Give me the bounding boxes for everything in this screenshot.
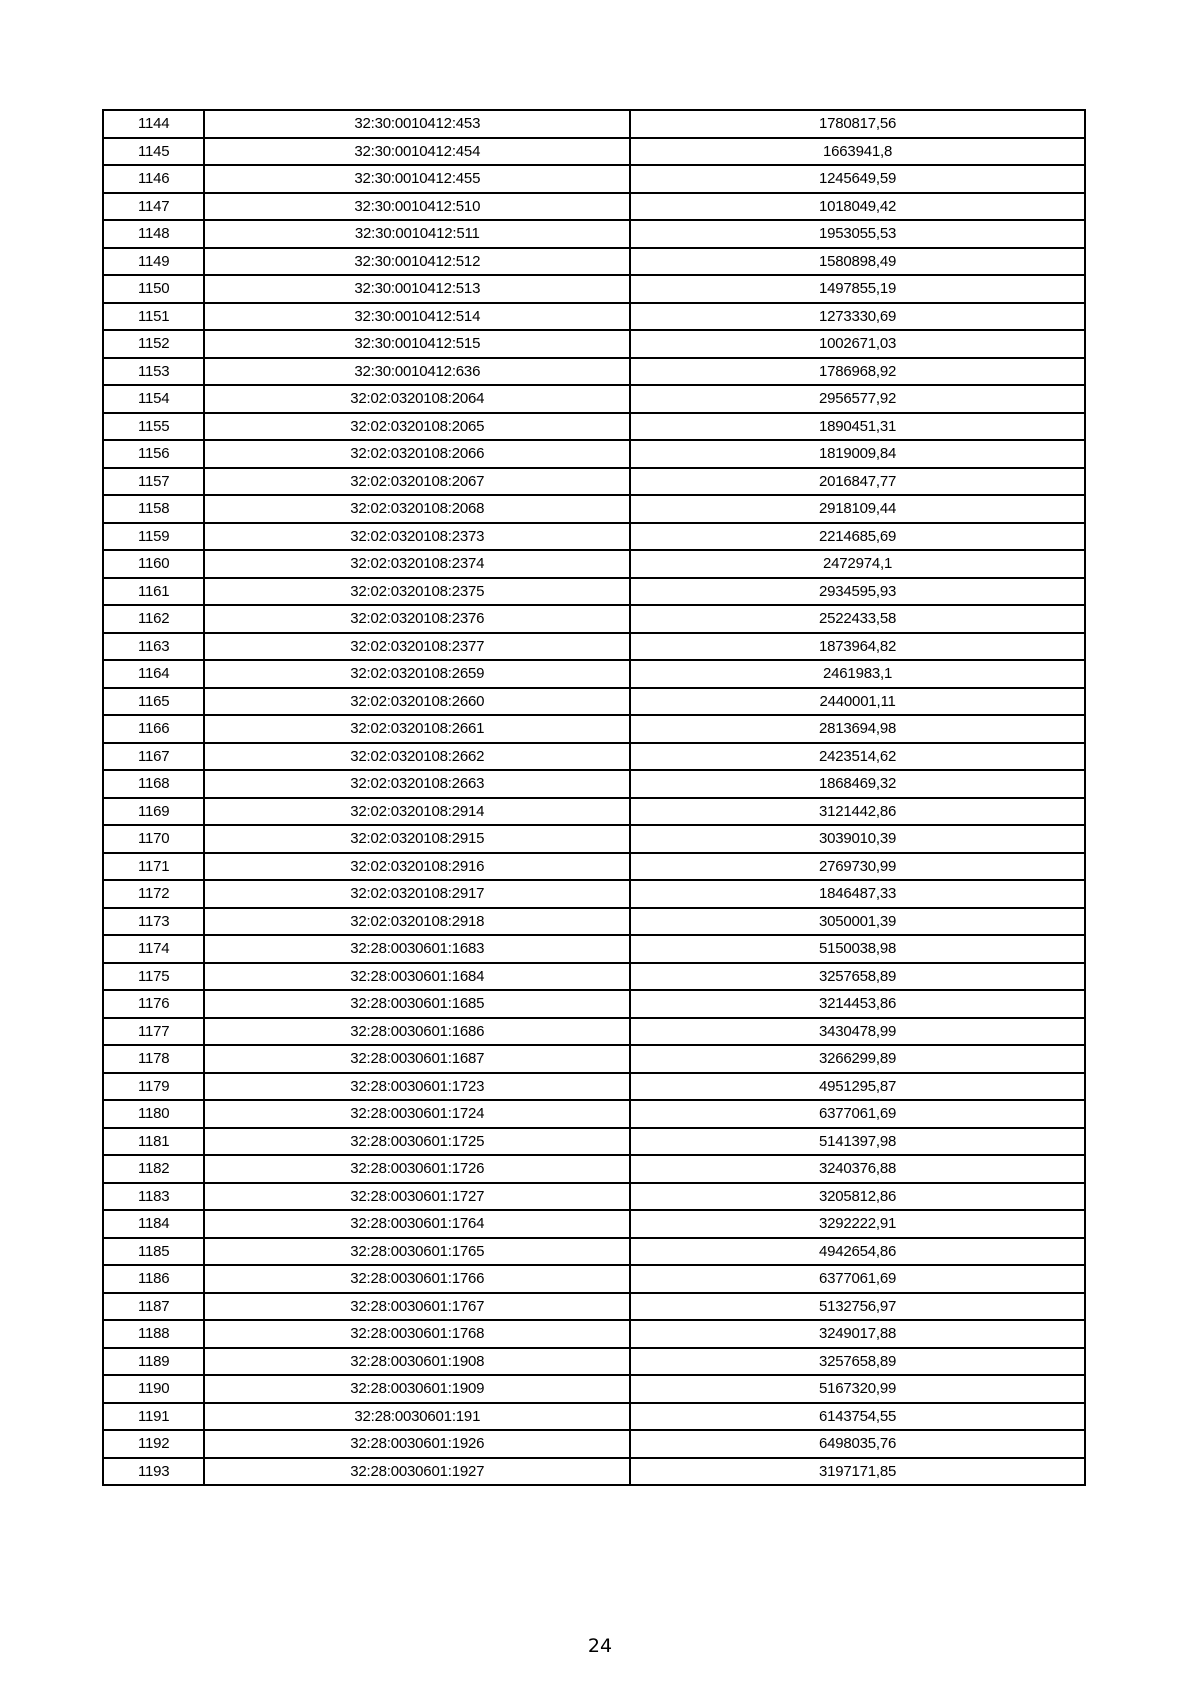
data-table xyxy=(102,109,1086,1486)
cadastral-number-cell: 32:28:0030601:1768 xyxy=(204,1320,630,1348)
table-row xyxy=(103,1183,1085,1211)
table-row xyxy=(103,1320,1085,1348)
table-row xyxy=(103,1155,1085,1183)
row-number-cell: 1167 xyxy=(103,743,204,771)
row-number-cell: 1183 xyxy=(103,1183,204,1211)
value-cell: 5150038,98 xyxy=(630,935,1085,963)
value-cell: 3214453,86 xyxy=(630,990,1085,1018)
table-row xyxy=(103,303,1085,331)
row-number-cell: 1181 xyxy=(103,1128,204,1156)
table-row xyxy=(103,1265,1085,1293)
table-row xyxy=(103,880,1085,908)
row-number-cell: 1171 xyxy=(103,853,204,881)
cadastral-number-cell: 32:28:0030601:1724 xyxy=(204,1100,630,1128)
cadastral-number-cell: 32:02:0320108:2065 xyxy=(204,413,630,441)
row-number-cell: 1170 xyxy=(103,825,204,853)
row-number-cell: 1165 xyxy=(103,688,204,716)
value-cell: 3257658,89 xyxy=(630,1348,1085,1376)
value-cell: 6377061,69 xyxy=(630,1265,1085,1293)
cadastral-number-cell: 32:02:0320108:2661 xyxy=(204,715,630,743)
table-row xyxy=(103,990,1085,1018)
cadastral-number-cell: 32:30:0010412:511 xyxy=(204,220,630,248)
row-number-cell: 1185 xyxy=(103,1238,204,1266)
row-number-cell: 1156 xyxy=(103,440,204,468)
row-number-cell: 1152 xyxy=(103,330,204,358)
value-cell: 3240376,88 xyxy=(630,1155,1085,1183)
table-body xyxy=(103,110,1085,1485)
value-cell: 2918109,44 xyxy=(630,495,1085,523)
value-cell: 1002671,03 xyxy=(630,330,1085,358)
cadastral-number-cell: 32:28:0030601:1766 xyxy=(204,1265,630,1293)
row-number-cell: 1149 xyxy=(103,248,204,276)
row-number-cell: 1191 xyxy=(103,1403,204,1431)
table-row xyxy=(103,248,1085,276)
value-cell: 1497855,19 xyxy=(630,275,1085,303)
cadastral-number-cell: 32:02:0320108:2663 xyxy=(204,770,630,798)
table-row xyxy=(103,825,1085,853)
table-row xyxy=(103,165,1085,193)
value-cell: 3039010,39 xyxy=(630,825,1085,853)
row-number-cell: 1174 xyxy=(103,935,204,963)
cadastral-number-cell: 32:28:0030601:1726 xyxy=(204,1155,630,1183)
value-cell: 4942654,86 xyxy=(630,1238,1085,1266)
cadastral-number-cell: 32:30:0010412:512 xyxy=(204,248,630,276)
row-number-cell: 1176 xyxy=(103,990,204,1018)
cadastral-number-cell: 32:02:0320108:2916 xyxy=(204,853,630,881)
row-number-cell: 1160 xyxy=(103,550,204,578)
value-cell: 1890451,31 xyxy=(630,413,1085,441)
table-row xyxy=(103,743,1085,771)
value-cell: 1873964,82 xyxy=(630,633,1085,661)
cadastral-number-cell: 32:28:0030601:1765 xyxy=(204,1238,630,1266)
table-row xyxy=(103,715,1085,743)
row-number-cell: 1161 xyxy=(103,578,204,606)
row-number-cell: 1179 xyxy=(103,1073,204,1101)
cadastral-number-cell: 32:02:0320108:2375 xyxy=(204,578,630,606)
value-cell: 1846487,33 xyxy=(630,880,1085,908)
value-cell: 5167320,99 xyxy=(630,1375,1085,1403)
value-cell: 3430478,99 xyxy=(630,1018,1085,1046)
table-row xyxy=(103,550,1085,578)
table-row xyxy=(103,1210,1085,1238)
row-number-cell: 1148 xyxy=(103,220,204,248)
row-number-cell: 1187 xyxy=(103,1293,204,1321)
cadastral-number-cell: 32:28:0030601:1683 xyxy=(204,935,630,963)
value-cell: 2472974,1 xyxy=(630,550,1085,578)
table-row xyxy=(103,688,1085,716)
row-number-cell: 1146 xyxy=(103,165,204,193)
row-number-cell: 1184 xyxy=(103,1210,204,1238)
row-number-cell: 1155 xyxy=(103,413,204,441)
row-number-cell: 1177 xyxy=(103,1018,204,1046)
value-cell: 2769730,99 xyxy=(630,853,1085,881)
table-row xyxy=(103,633,1085,661)
value-cell: 2934595,93 xyxy=(630,578,1085,606)
row-number-cell: 1178 xyxy=(103,1045,204,1073)
table-row xyxy=(103,468,1085,496)
cadastral-number-cell: 32:28:0030601:1725 xyxy=(204,1128,630,1156)
value-cell: 1786968,92 xyxy=(630,358,1085,386)
cadastral-number-cell: 32:28:0030601:1686 xyxy=(204,1018,630,1046)
cadastral-number-cell: 32:02:0320108:2662 xyxy=(204,743,630,771)
row-number-cell: 1158 xyxy=(103,495,204,523)
table-row xyxy=(103,1430,1085,1458)
value-cell: 2440001,11 xyxy=(630,688,1085,716)
table-row xyxy=(103,1375,1085,1403)
row-number-cell: 1145 xyxy=(103,138,204,166)
row-number-cell: 1154 xyxy=(103,385,204,413)
table-row xyxy=(103,1128,1085,1156)
value-cell: 1663941,8 xyxy=(630,138,1085,166)
cadastral-number-cell: 32:30:0010412:515 xyxy=(204,330,630,358)
row-number-cell: 1186 xyxy=(103,1265,204,1293)
value-cell: 2522433,58 xyxy=(630,605,1085,633)
table-row xyxy=(103,110,1085,138)
cadastral-number-cell: 32:02:0320108:2918 xyxy=(204,908,630,936)
row-number-cell: 1144 xyxy=(103,110,204,138)
row-number-cell: 1157 xyxy=(103,468,204,496)
cadastral-number-cell: 32:02:0320108:2377 xyxy=(204,633,630,661)
value-cell: 1580898,49 xyxy=(630,248,1085,276)
cadastral-number-cell: 32:30:0010412:510 xyxy=(204,193,630,221)
cadastral-number-cell: 32:28:0030601:1685 xyxy=(204,990,630,1018)
table-row xyxy=(103,1018,1085,1046)
value-cell: 3205812,86 xyxy=(630,1183,1085,1211)
row-number-cell: 1166 xyxy=(103,715,204,743)
value-cell: 2461983,1 xyxy=(630,660,1085,688)
table-row xyxy=(103,935,1085,963)
cadastral-number-cell: 32:28:0030601:1908 xyxy=(204,1348,630,1376)
cadastral-number-cell: 32:02:0320108:2373 xyxy=(204,523,630,551)
row-number-cell: 1169 xyxy=(103,798,204,826)
value-cell: 5132756,97 xyxy=(630,1293,1085,1321)
row-number-cell: 1159 xyxy=(103,523,204,551)
cadastral-number-cell: 32:02:0320108:2374 xyxy=(204,550,630,578)
table-row xyxy=(103,358,1085,386)
cadastral-number-cell: 32:02:0320108:2917 xyxy=(204,880,630,908)
cadastral-number-cell: 32:02:0320108:2376 xyxy=(204,605,630,633)
cadastral-number-cell: 32:02:0320108:2068 xyxy=(204,495,630,523)
cadastral-number-cell: 32:30:0010412:455 xyxy=(204,165,630,193)
table-row xyxy=(103,660,1085,688)
value-cell: 3249017,88 xyxy=(630,1320,1085,1348)
row-number-cell: 1182 xyxy=(103,1155,204,1183)
cadastral-number-cell: 32:02:0320108:2914 xyxy=(204,798,630,826)
cadastral-number-cell: 32:30:0010412:453 xyxy=(204,110,630,138)
page-number: 24 xyxy=(587,1635,613,1657)
value-cell: 1780817,56 xyxy=(630,110,1085,138)
table-row xyxy=(103,330,1085,358)
cadastral-number-cell: 32:02:0320108:2067 xyxy=(204,468,630,496)
row-number-cell: 1190 xyxy=(103,1375,204,1403)
row-number-cell: 1151 xyxy=(103,303,204,331)
row-number-cell: 1168 xyxy=(103,770,204,798)
value-cell: 3197171,85 xyxy=(630,1458,1085,1486)
table-row xyxy=(103,495,1085,523)
table-row xyxy=(103,1238,1085,1266)
table-row xyxy=(103,193,1085,221)
row-number-cell: 1189 xyxy=(103,1348,204,1376)
cadastral-number-cell: 32:02:0320108:2915 xyxy=(204,825,630,853)
cadastral-number-cell: 32:28:0030601:1687 xyxy=(204,1045,630,1073)
table-row xyxy=(103,440,1085,468)
value-cell: 1819009,84 xyxy=(630,440,1085,468)
value-cell: 2016847,77 xyxy=(630,468,1085,496)
cadastral-number-cell: 32:02:0320108:2064 xyxy=(204,385,630,413)
table-row xyxy=(103,275,1085,303)
table-row xyxy=(103,963,1085,991)
table-row xyxy=(103,1045,1085,1073)
table-row xyxy=(103,908,1085,936)
cadastral-number-cell: 32:28:0030601:1927 xyxy=(204,1458,630,1486)
row-number-cell: 1188 xyxy=(103,1320,204,1348)
value-cell: 3292222,91 xyxy=(630,1210,1085,1238)
row-number-cell: 1164 xyxy=(103,660,204,688)
cadastral-number-cell: 32:30:0010412:454 xyxy=(204,138,630,166)
table-row xyxy=(103,220,1085,248)
row-number-cell: 1172 xyxy=(103,880,204,908)
cadastral-number-cell: 32:28:0030601:1764 xyxy=(204,1210,630,1238)
value-cell: 6377061,69 xyxy=(630,1100,1085,1128)
value-cell: 6143754,55 xyxy=(630,1403,1085,1431)
table-row xyxy=(103,1100,1085,1128)
value-cell: 3257658,89 xyxy=(630,963,1085,991)
cadastral-number-cell: 32:28:0030601:1909 xyxy=(204,1375,630,1403)
value-cell: 3050001,39 xyxy=(630,908,1085,936)
row-number-cell: 1180 xyxy=(103,1100,204,1128)
cadastral-number-cell: 32:28:0030601:191 xyxy=(204,1403,630,1431)
cadastral-number-cell: 32:30:0010412:513 xyxy=(204,275,630,303)
cadastral-number-cell: 32:30:0010412:514 xyxy=(204,303,630,331)
value-cell: 1245649,59 xyxy=(630,165,1085,193)
value-cell: 3266299,89 xyxy=(630,1045,1085,1073)
cadastral-number-cell: 32:30:0010412:636 xyxy=(204,358,630,386)
table-row xyxy=(103,385,1085,413)
row-number-cell: 1193 xyxy=(103,1458,204,1486)
value-cell: 2423514,62 xyxy=(630,743,1085,771)
value-cell: 1273330,69 xyxy=(630,303,1085,331)
row-number-cell: 1153 xyxy=(103,358,204,386)
value-cell: 2813694,98 xyxy=(630,715,1085,743)
cadastral-number-cell: 32:28:0030601:1727 xyxy=(204,1183,630,1211)
table-row xyxy=(103,798,1085,826)
table-row xyxy=(103,770,1085,798)
row-number-cell: 1175 xyxy=(103,963,204,991)
table-row xyxy=(103,1073,1085,1101)
row-number-cell: 1192 xyxy=(103,1430,204,1458)
table-row xyxy=(103,853,1085,881)
table-row xyxy=(103,1348,1085,1376)
value-cell: 5141397,98 xyxy=(630,1128,1085,1156)
cadastral-number-cell: 32:28:0030601:1926 xyxy=(204,1430,630,1458)
row-number-cell: 1150 xyxy=(103,275,204,303)
value-cell: 1018049,42 xyxy=(630,193,1085,221)
table-row xyxy=(103,1458,1085,1486)
row-number-cell: 1147 xyxy=(103,193,204,221)
value-cell: 3121442,86 xyxy=(630,798,1085,826)
cadastral-number-cell: 32:28:0030601:1767 xyxy=(204,1293,630,1321)
row-number-cell: 1173 xyxy=(103,908,204,936)
table-row xyxy=(103,1403,1085,1431)
cadastral-number-cell: 32:28:0030601:1684 xyxy=(204,963,630,991)
value-cell: 2214685,69 xyxy=(630,523,1085,551)
row-number-cell: 1162 xyxy=(103,605,204,633)
value-cell: 1868469,32 xyxy=(630,770,1085,798)
cadastral-number-cell: 32:28:0030601:1723 xyxy=(204,1073,630,1101)
cadastral-number-cell: 32:02:0320108:2659 xyxy=(204,660,630,688)
value-cell: 1953055,53 xyxy=(630,220,1085,248)
cadastral-number-cell: 32:02:0320108:2066 xyxy=(204,440,630,468)
table-row xyxy=(103,1293,1085,1321)
row-number-cell: 1163 xyxy=(103,633,204,661)
table-row xyxy=(103,138,1085,166)
value-cell: 2956577,92 xyxy=(630,385,1085,413)
value-cell: 6498035,76 xyxy=(630,1430,1085,1458)
table-row xyxy=(103,578,1085,606)
cadastral-number-cell: 32:02:0320108:2660 xyxy=(204,688,630,716)
table-row xyxy=(103,523,1085,551)
value-cell: 4951295,87 xyxy=(630,1073,1085,1101)
table-row xyxy=(103,413,1085,441)
table-row xyxy=(103,605,1085,633)
